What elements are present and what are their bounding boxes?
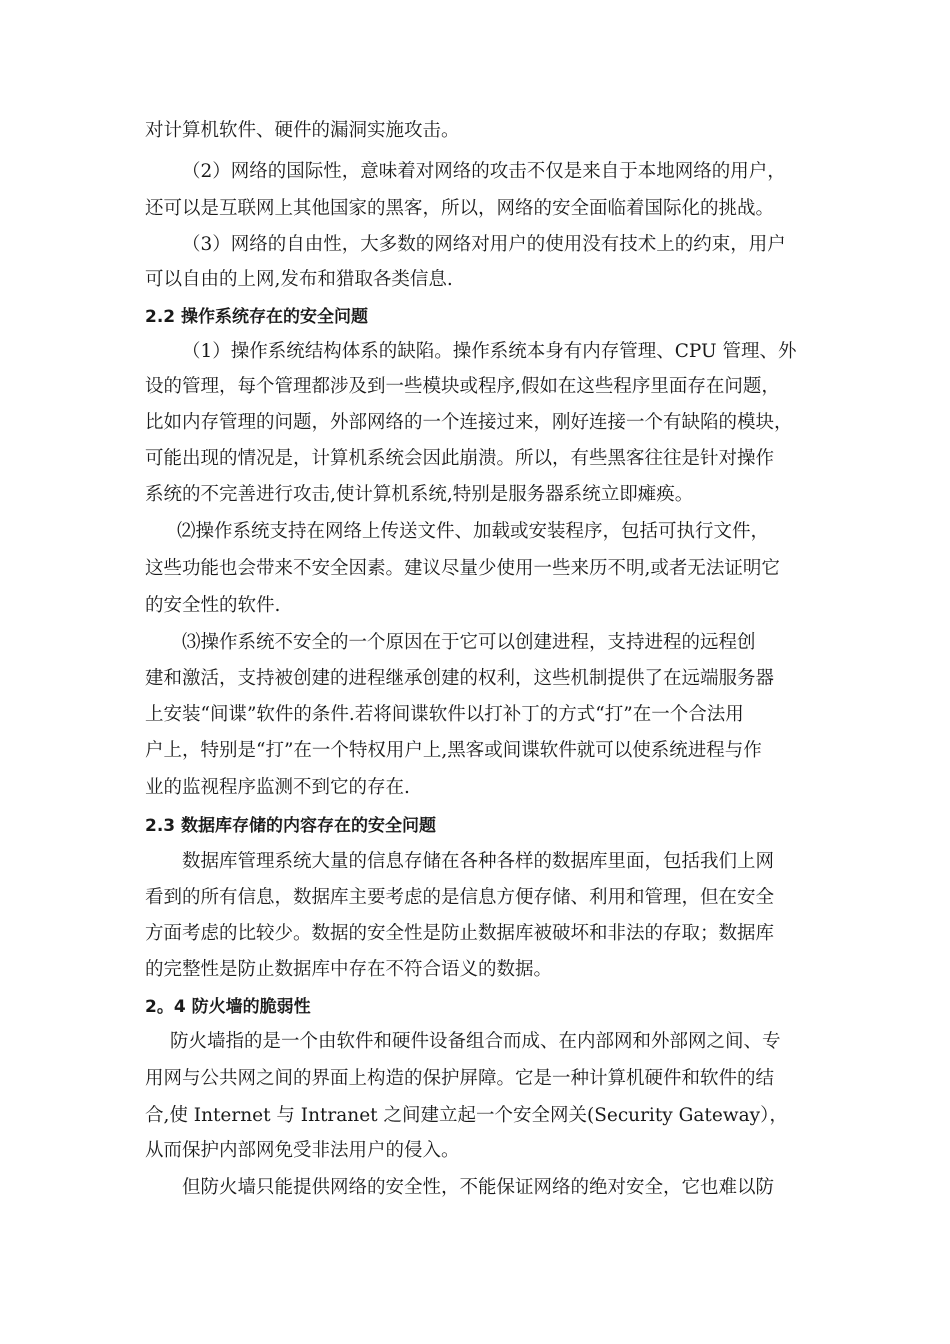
text-line: 建和激活，支持被创建的进程继承创建的权利，这些机制提供了在远端服务器	[145, 668, 775, 689]
section-heading: 2.3 数据库存储的内容存在的安全问题	[145, 816, 437, 836]
text-line: 的完整性是防止数据库中存在不符合语义的数据。	[145, 959, 553, 980]
text-line: 的安全性的软件.	[145, 595, 281, 616]
text-line: 上安装“间谍”软件的条件.若将间谍软件以打补丁的方式“打”在一个合法用	[145, 704, 744, 725]
text-line: 比如内存管理的问题，外部网络的一个连接过来，刚好连接一个有缺陷的模块，	[145, 412, 793, 433]
text-line: ⑵操作系统支持在网络上传送文件、加载或安装程序，包括可执行文件，	[177, 521, 770, 542]
text-line: 还可以是互联网上其他国家的黑客，所以，网络的安全面临着国际化的挑战。	[145, 198, 775, 219]
text-line: 从而保护内部网免受非法用户的侵入。	[145, 1140, 460, 1161]
text-line: ⑶操作系统不安全的一个原因在于它可以创建进程，支持进程的远程创	[182, 632, 756, 653]
text-line: 看到的所有信息，数据库主要考虑的是信息方便存储、利用和管理，但在安全	[145, 887, 775, 908]
text-line: （2）网络的国际性，意味着对网络的攻击不仅是来自于本地网络的用户，	[182, 161, 786, 182]
text-line: 但防火墙只能提供网络的安全性，不能保证网络的绝对安全，它也难以防	[182, 1177, 775, 1198]
text-line: 防火墙指的是一个由软件和硬件设备组合而成、在内部网和外部网之间、专	[170, 1031, 781, 1052]
text-line: （3）网络的自由性，大多数的网络对用户的使用没有技术上的约束，用户	[182, 234, 786, 255]
section-heading: 2.2 操作系统存在的安全问题	[145, 307, 369, 327]
text-line: 业的监视程序监测不到它的存在.	[145, 777, 410, 798]
text-line: 可以自由的上网,发布和猎取各类信息.	[145, 269, 453, 290]
text-line: 设的管理，每个管理都涉及到一些模块或程序,假如在这些程序里面存在问题，	[145, 376, 780, 397]
text-line: 数据库管理系统大量的信息存储在各种各样的数据库里面，包括我们上网	[182, 851, 775, 872]
text-line: 系统的不完善进行攻击,使计算机系统,特别是服务器系统立即瘫痪。	[145, 484, 694, 505]
section-heading: 2。4 防火墙的脆弱性	[145, 997, 311, 1017]
text-line: （1）操作系统结构体系的缺陷。操作系统本身有内存管理、CPU 管理、外	[182, 341, 797, 362]
text-line: 这些功能也会带来不安全因素。建议尽量少使用一些来历不明,或者无法证明它	[145, 558, 780, 579]
text-line: 方面考虑的比较少。数据的安全性是防止数据库被破坏和非法的存取；数据库	[145, 923, 775, 944]
text-line: 可能出现的情况是，计算机系统会因此崩溃。所以，有些黑客往往是针对操作	[145, 448, 775, 469]
text-line: 用网与公共网之间的界面上构造的保护屏障。它是一种计算机硬件和软件的结	[145, 1068, 775, 1089]
text-line: 户上，特别是“打”在一个特权用户上,黑客或间谍软件就可以使系统进程与作	[145, 740, 762, 761]
text-line: 对计算机软件、硬件的漏洞实施攻击。	[145, 120, 460, 141]
text-line: 合,使 Internet 与 Intranet 之间建立起一个安全网关(Security Gateway），	[145, 1105, 788, 1126]
